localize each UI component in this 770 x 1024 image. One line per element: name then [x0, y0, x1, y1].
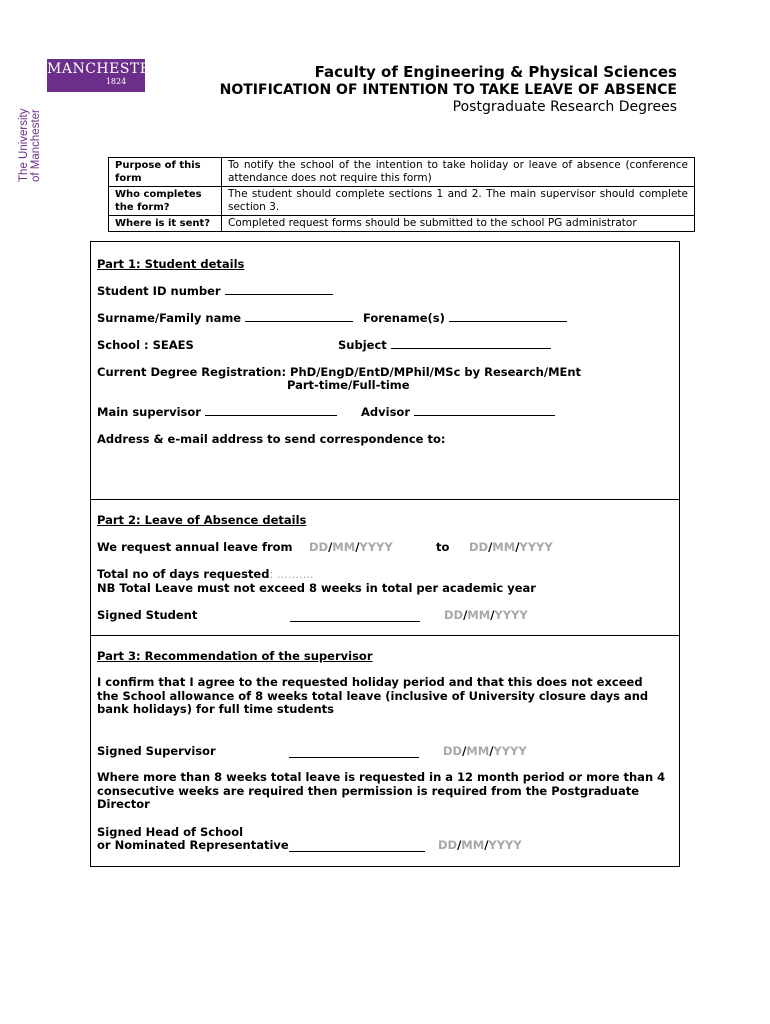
address-label: Address & e-mail address to send correspondence to:	[97, 432, 446, 446]
signed-supervisor-date[interactable]	[443, 744, 527, 758]
university-side-text	[18, 109, 42, 183]
student-id-label: Student ID number	[97, 284, 221, 298]
info-row-where	[109, 216, 695, 232]
leave-from-date[interactable]	[309, 540, 393, 554]
part1-section	[90, 241, 680, 500]
supervisor-yyyy: YYYY	[493, 744, 527, 758]
university-logo	[47, 59, 162, 92]
form-title: NOTIFICATION OF INTENTION TO TAKE LEAVE OF ABSENCE	[219, 82, 677, 98]
student-yyyy: YYYY	[494, 608, 528, 622]
degree-registration-line1: Current Degree Registration: PhD/EngD/EntD/MPhil/MSc by Research/MEnt	[97, 365, 582, 379]
head-dd: DD	[438, 838, 458, 852]
surname-field[interactable]	[245, 312, 353, 322]
school-label: School : SEAES	[97, 338, 194, 352]
signed-student-date[interactable]	[444, 608, 528, 622]
where-value: Completed request forms should be submitted to the school PG administrator	[222, 216, 695, 232]
faculty-title: Faculty of Engineering & Physical Sciences	[314, 63, 677, 81]
from-yyyy: YYYY	[359, 540, 393, 554]
total-days-field[interactable]: : ..........	[269, 567, 314, 581]
form-subtitle: Postgraduate Research Degrees	[452, 99, 677, 115]
info-table	[108, 157, 695, 232]
advisor-row	[361, 405, 555, 419]
signed-head-line2: or Nominated Representative	[97, 838, 289, 852]
part1-heading: Part 1: Student details	[97, 257, 245, 271]
to-sep2: /	[515, 540, 520, 554]
surname-row	[97, 311, 353, 325]
logo-year: 1824	[105, 77, 127, 86]
part3-heading: Part 3: Recommendation of the supervisor	[97, 649, 373, 663]
total-days-label: Total no of days requested	[97, 567, 270, 581]
to-yyyy: YYYY	[519, 540, 553, 554]
subject-label: Subject	[338, 338, 387, 352]
student-dd: DD	[444, 608, 464, 622]
from-sep1: /	[328, 540, 333, 554]
supervisor-dd: DD	[443, 744, 463, 758]
info-row-purpose	[109, 158, 695, 187]
student-sep1: /	[463, 608, 468, 622]
to-sep1: /	[488, 540, 493, 554]
leave-from-label: We request annual leave from	[97, 540, 293, 554]
logo-name: MANCHESTER	[47, 61, 162, 77]
subject-row	[338, 338, 551, 352]
forename-row	[363, 311, 567, 325]
from-dd: DD	[309, 540, 329, 554]
part2-section	[90, 499, 680, 636]
signed-head-date[interactable]	[438, 838, 522, 852]
purpose-value: To notify the school of the intention to take holiday or leave of absence (conference attendance does not require this form)	[222, 158, 695, 187]
signed-student-field[interactable]	[290, 612, 420, 622]
forename-field[interactable]	[449, 312, 567, 322]
surname-label: Surname/Family name	[97, 311, 242, 325]
degree-registration-line2: Part-time/Full-time	[287, 378, 410, 392]
leave-to-label: to	[436, 540, 450, 554]
student-mm: MM	[467, 608, 491, 622]
signed-head-line1: Signed Head of School	[97, 825, 244, 839]
student-id-row	[97, 284, 333, 298]
main-supervisor-label: Main supervisor	[97, 405, 201, 419]
main-supervisor-field[interactable]	[205, 406, 337, 416]
from-sep2: /	[355, 540, 360, 554]
from-mm: MM	[332, 540, 356, 554]
head-sep2: /	[484, 838, 489, 852]
student-sep2: /	[490, 608, 495, 622]
supervisor-sep2: /	[489, 744, 494, 758]
head-sep1: /	[457, 838, 462, 852]
advisor-field[interactable]	[414, 406, 555, 416]
advisor-label: Advisor	[361, 405, 410, 419]
head-mm: MM	[461, 838, 485, 852]
to-dd: DD	[469, 540, 489, 554]
student-id-field[interactable]	[225, 285, 333, 295]
supervisor-sep1: /	[462, 744, 467, 758]
who-label: Who completes the form?	[109, 187, 222, 216]
signed-supervisor-field[interactable]	[289, 748, 419, 758]
nb-total-leave: NB Total Leave must not exceed 8 weeks in total per academic year	[97, 581, 536, 595]
subject-field[interactable]	[391, 339, 551, 349]
signed-student-label: Signed Student	[97, 608, 198, 622]
part2-heading: Part 2: Leave of Absence details	[97, 513, 307, 527]
forename-label: Forename(s)	[363, 311, 445, 325]
to-mm: MM	[492, 540, 516, 554]
head-yyyy: YYYY	[488, 838, 522, 852]
who-value: The student should complete sections 1 and 2. The main supervisor should complete section 3.	[222, 187, 695, 216]
supervisor-mm: MM	[466, 744, 490, 758]
info-row-who	[109, 187, 695, 216]
supervisor-confirmation: I confirm that I agree to the requested holiday period and that this does not exceed the School allowance of 8 weeks total leave (inclusive of University closure days and bank holidays) for full time students	[97, 675, 649, 716]
signed-supervisor-label: Signed Supervisor	[97, 744, 216, 758]
main-supervisor-row	[97, 405, 337, 419]
extended-leave-note: Where more than 8 weeks total leave is requested in a 12 month period or more than 4 consecutive weeks are required then permission is required from the Postgraduate Director	[97, 770, 666, 811]
leave-to-date[interactable]	[469, 540, 553, 554]
part3-section	[90, 635, 680, 867]
where-label: Where is it sent?	[109, 216, 222, 232]
signed-head-field[interactable]	[289, 842, 425, 852]
side-text-line2: of Manchester	[30, 109, 42, 182]
total-days-row	[97, 567, 314, 581]
side-text-line1: The University	[18, 108, 30, 182]
purpose-label: Purpose of this form	[109, 158, 222, 187]
